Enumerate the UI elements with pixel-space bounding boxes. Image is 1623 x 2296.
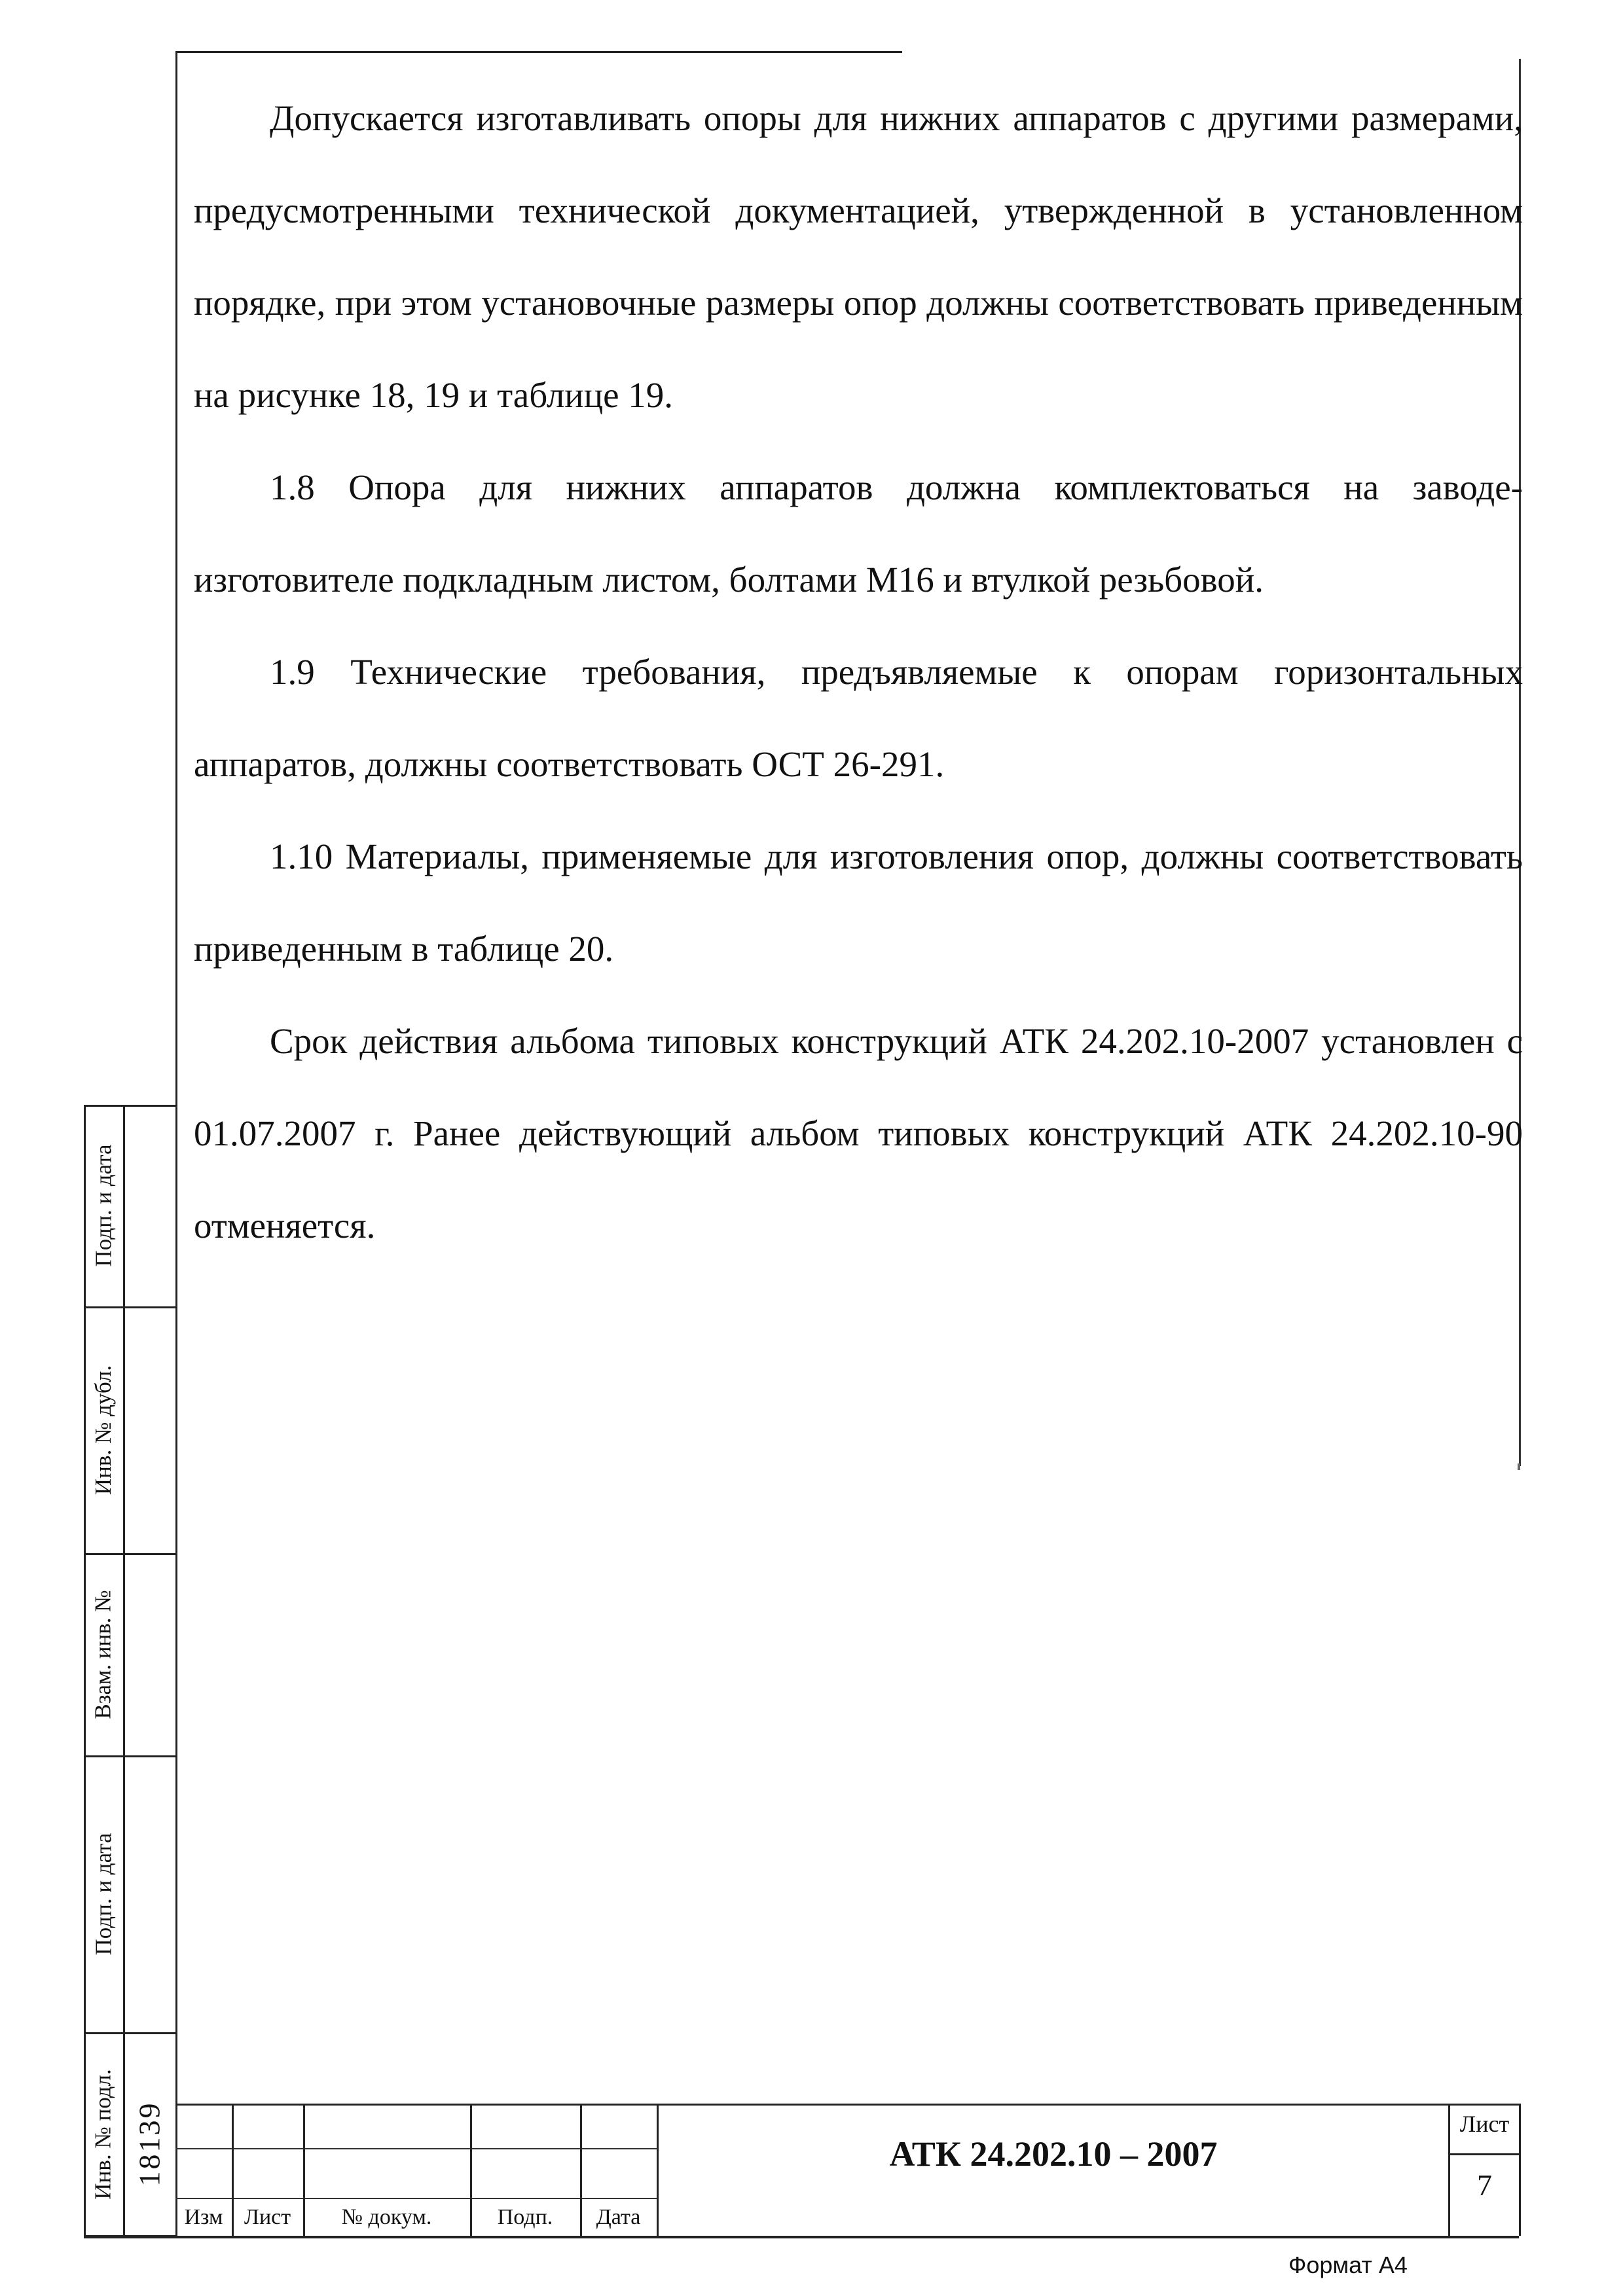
- paragraph-1-8: 1.8 Опора для нижних аппаратов должна комплектоваться на заводе- изготовителе подкладным листом, болтами М16 и втулкой резьбовой.: [194, 467, 1523, 600]
- title-block-col-document: № докум.: [341, 2205, 432, 2229]
- title-block-col-signature: Подп.: [497, 2205, 553, 2229]
- title-block-col-change: Изм: [184, 2205, 223, 2229]
- frame-top-line: [175, 51, 902, 53]
- title-block-row-line: [175, 2148, 657, 2149]
- frame-left-line: [175, 51, 177, 2237]
- sheet-cell-edge: [1519, 2104, 1521, 2236]
- side-stamp-label-sign-date-2: Подп. и дата: [90, 1833, 117, 1955]
- inventory-number: 18139: [132, 2101, 166, 2186]
- sheet-number: 7: [1477, 2168, 1492, 2202]
- document-body: [194, 72, 1523, 1272]
- sheet-cell-divider: [1448, 2153, 1519, 2155]
- paragraph-supports-dimensions: Допускается изготавливать опоры для нижних аппаратов с другими размерами, предусмотренными технической документацией, утвержденной в установленном порядке, при этом установочные размеры опор должны соответствовать приведенным на рисунке 18, 19 и таблице 19.: [194, 98, 1523, 415]
- side-stamp-label-sign-date: Подп. и дата: [90, 1144, 117, 1267]
- frame-right-tick: [1518, 1463, 1520, 1470]
- paragraph-1-10: 1.10 Материалы, применяемые для изготовления опор, должны соответствовать приведенным в таблице 20.: [194, 836, 1523, 969]
- format-label: Формат А4: [1288, 2251, 1408, 2278]
- title-block-bottom-line: [84, 2236, 1519, 2238]
- title-block-col-sheet: Лист: [244, 2205, 291, 2229]
- side-stamp-label-replaced-inventory: Взам. инв. №: [90, 1589, 117, 1719]
- title-block-col-date: Дата: [596, 2205, 641, 2229]
- paragraph-validity: Срок действия альбома типовых конструкций АТК 24.202.10-2007 установлен с 01.07.2007 г. Ранее действующий альбом типовых конструкций АТК 24.202.10-90 отменяется.: [194, 1021, 1523, 1246]
- title-block-top-line: [175, 2104, 1519, 2106]
- document-designation: АТК 24.202.10 – 2007: [889, 2134, 1218, 2174]
- side-stamp-label-original-inventory: Инв. № подл.: [90, 2068, 117, 2200]
- sheet-label: Лист: [1459, 2111, 1510, 2137]
- side-stamp-label-dup-inventory: Инв. № дубл.: [90, 1365, 116, 1495]
- paragraph-1-9: 1.9 Технические требования, предъявляемые к опорам горизонтальных аппаратов, должны соответствовать ОСТ 26-291.: [194, 652, 1523, 784]
